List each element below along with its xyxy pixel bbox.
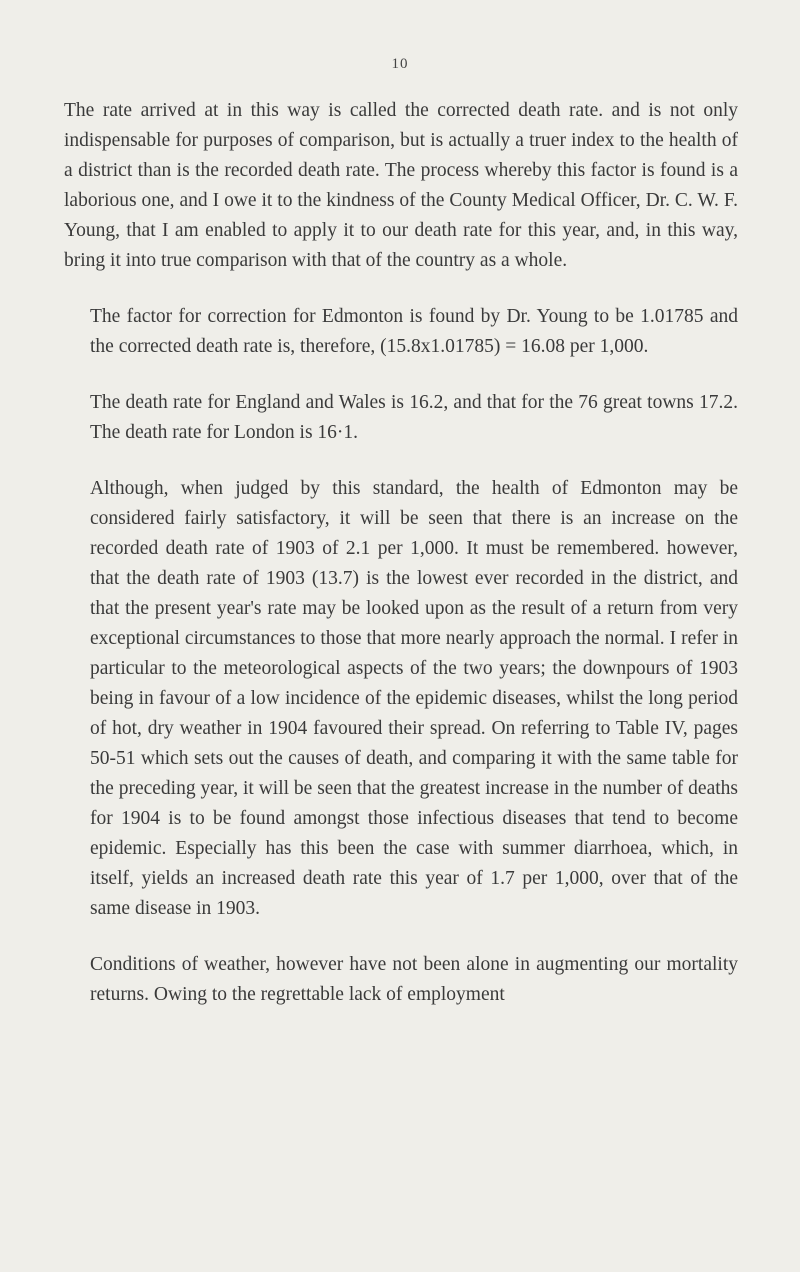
- paragraph-national-rates: The death rate for England and Wales is 16.2, and that for the 76 great towns 17.2. The death rate for London is 16·1.: [90, 392, 738, 443]
- paragraph-corrected-death-rate: The rate arrived at in this way is called the corrected death rate. and is not only indispensable for purposes of comparison, but is actually a truer index to the health of a district than is the recorded death rate. The process whereby this factor is found is a laborious one, and I owe it to the kindness of the County Medical Officer, Dr. C. W. F. Young, that I am enabled to apply it to our death rate for this year, and, in this way, bring it into true comparison with that of the country as a whole.: [64, 100, 738, 271]
- paragraph-edmonton-health: Although, when judged by this standard, the health of Edmonton may be considered fairly satisfactory, it will be seen that there is an increase on the recorded death rate of 1903 of 2.1 per 1,000. It must be remembered. however, that the death rate of 1903 (13.7) is the lowest ever recorded in the district, and that the present year's rate may be looked upon as the result of a return from very exceptional circumstances to those that more nearly approach the normal. I refer in particular to the meteorological aspects of the two years; the downpours of 1903 being in favour of a low incidence of the epidemic diseases, whilst the long period of hot, dry weather in 1904 favoured their spread. On referring to Table IV, pages 50-51 which sets out the causes of death, and comparing it with the same table for the preceding year, it will be seen that the greatest increase in the number of deaths for 1904 is to be found amongst those infectious diseases that tend to become epidemic. Especially has this been the case with summer diarrhoea, which, in itself, yields an increased death rate this year of 1.7 per 1,000, over that of the same disease in 1903.: [90, 478, 738, 919]
- body-text: [64, 96, 738, 1036]
- paragraph-correction-factor: The factor for correction for Edmonton is found by Dr. Young to be 1.01785 and the corrected death rate is, therefore, (15.8x1.01785) = 16.08 per 1,000.: [90, 306, 738, 357]
- paragraph-weather-conditions: Conditions of weather, however have not been alone in augmenting our mortality returns. Owing to the regrettable lack of employment: [90, 954, 738, 1005]
- page-number: 10: [391, 56, 409, 72]
